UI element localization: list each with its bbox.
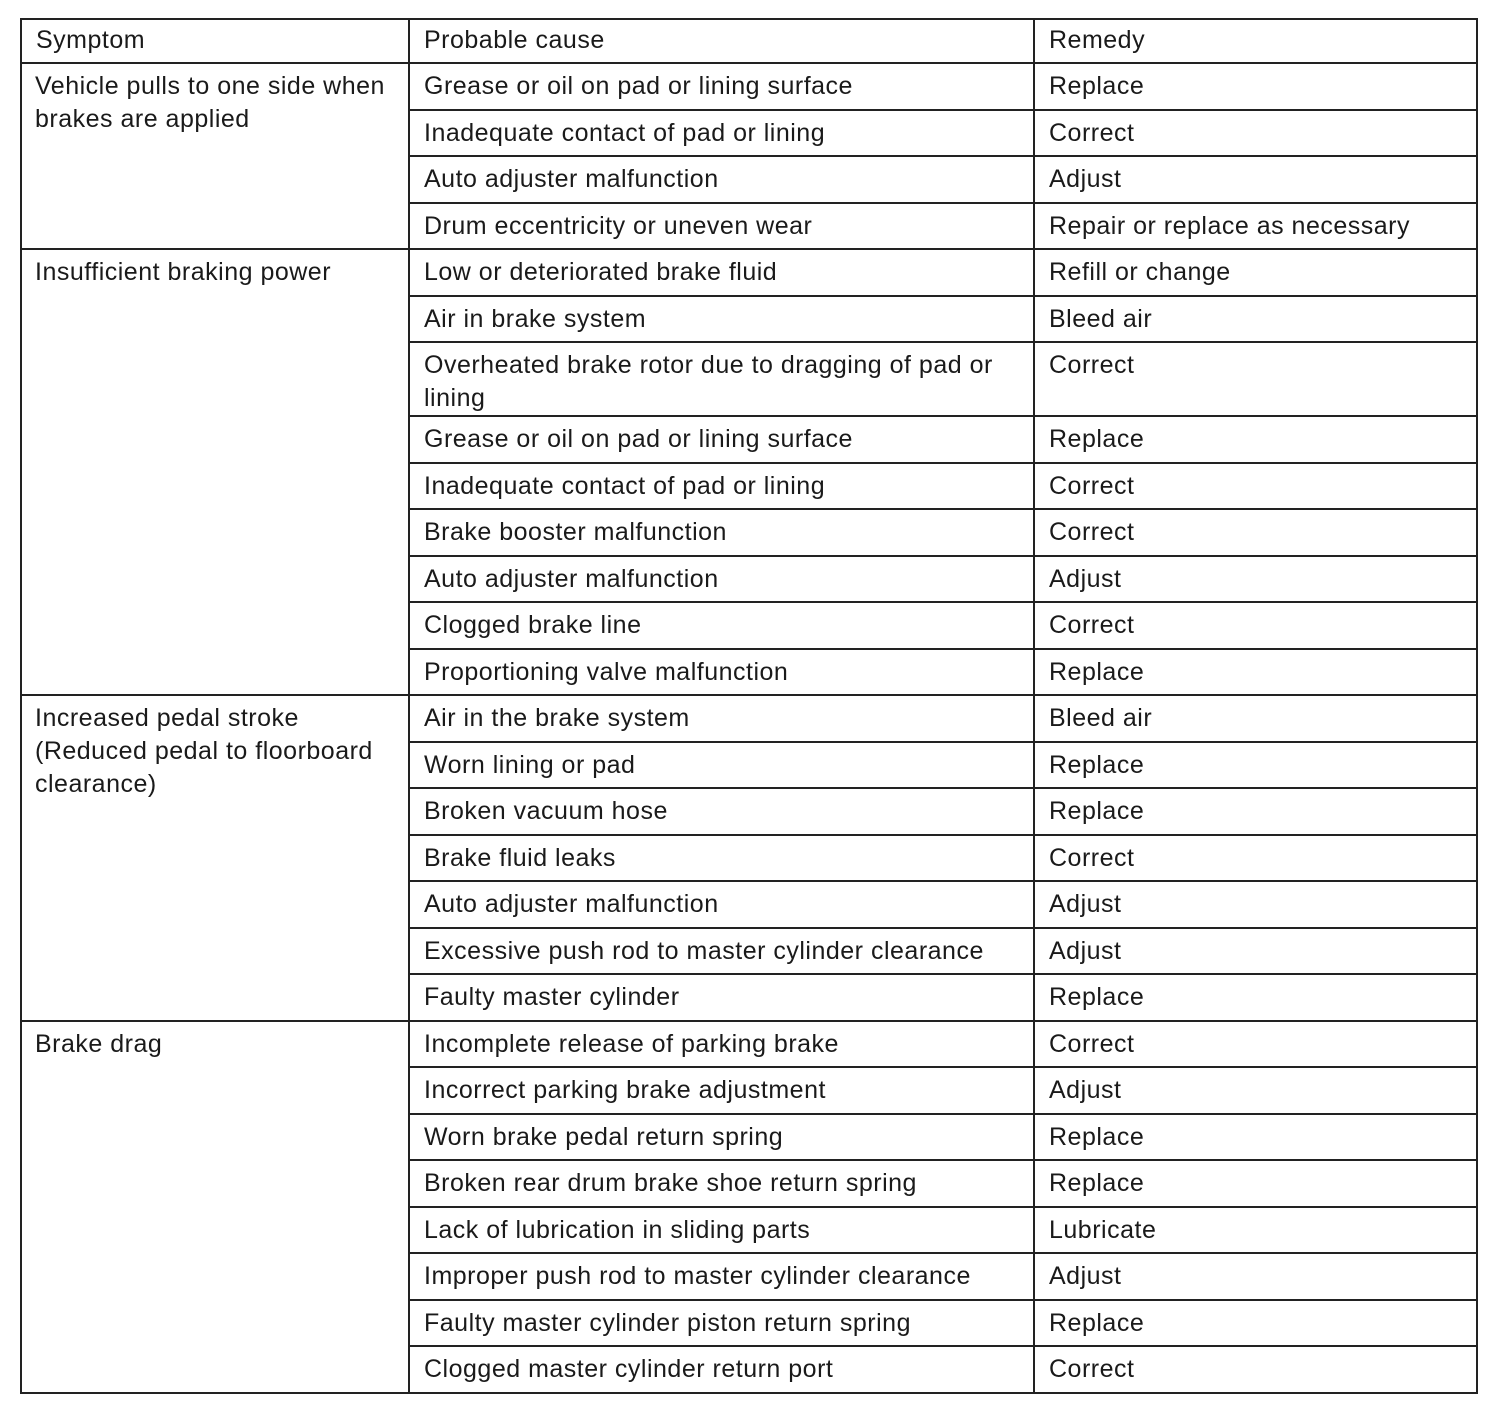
cause-cell: Lack of lubrication in sliding parts: [409, 1207, 1034, 1254]
remedy-cell: Correct: [1034, 1346, 1477, 1393]
cause-cell: Auto adjuster malfunction: [409, 556, 1034, 603]
cause-cell: Improper push rod to master cylinder clearance: [409, 1253, 1034, 1300]
remedy-cell: Lubricate: [1034, 1207, 1477, 1254]
cause-cell: Auto adjuster malfunction: [409, 881, 1034, 928]
table-row: [21, 249, 1477, 296]
cause-cell: Brake fluid leaks: [409, 835, 1034, 882]
cause-cell: Inadequate contact of pad or lining: [409, 463, 1034, 510]
remedy-cell: Correct: [1034, 342, 1477, 416]
remedy-cell: Correct: [1034, 835, 1477, 882]
cause-cell: Broken rear drum brake shoe return spring: [409, 1160, 1034, 1207]
header-row: [21, 19, 1477, 63]
table-body: [21, 63, 1477, 1393]
cause-cell: Proportioning valve malfunction: [409, 649, 1034, 696]
remedy-cell: Replace: [1034, 1114, 1477, 1161]
cause-cell: Brake booster malfunction: [409, 509, 1034, 556]
cause-cell: Drum eccentricity or uneven wear: [409, 203, 1034, 250]
cause-cell: Air in the brake system: [409, 695, 1034, 742]
remedy-cell: Bleed air: [1034, 695, 1477, 742]
remedy-cell: Adjust: [1034, 1067, 1477, 1114]
remedy-cell: Adjust: [1034, 881, 1477, 928]
remedy-cell: Replace: [1034, 649, 1477, 696]
remedy-cell: Correct: [1034, 602, 1477, 649]
remedy-cell: Adjust: [1034, 928, 1477, 975]
cause-cell: Air in brake system: [409, 296, 1034, 343]
table-row: [21, 695, 1477, 742]
symptom-cell: Brake drag: [21, 1021, 409, 1393]
remedy-cell: Adjust: [1034, 556, 1477, 603]
cause-cell: Low or deteriorated brake fluid: [409, 249, 1034, 296]
cause-cell: Excessive push rod to master cylinder clearance: [409, 928, 1034, 975]
remedy-cell: Correct: [1034, 1021, 1477, 1068]
cause-cell: Faulty master cylinder: [409, 974, 1034, 1021]
cause-cell: Overheated brake rotor due to dragging of pad or lining: [409, 342, 1034, 416]
troubleshooting-table: [20, 18, 1478, 1394]
remedy-cell: Replace: [1034, 788, 1477, 835]
cause-cell: Inadequate contact of pad or lining: [409, 110, 1034, 157]
cause-cell: Clogged brake line: [409, 602, 1034, 649]
remedy-cell: Adjust: [1034, 1253, 1477, 1300]
table-row: [21, 63, 1477, 110]
cause-cell: Incomplete release of parking brake: [409, 1021, 1034, 1068]
remedy-cell: Correct: [1034, 463, 1477, 510]
remedy-cell: Replace: [1034, 1300, 1477, 1347]
remedy-cell: Correct: [1034, 110, 1477, 157]
cause-column-header: Probable cause: [409, 19, 1034, 63]
remedy-cell: Adjust: [1034, 156, 1477, 203]
cause-cell: Worn lining or pad: [409, 742, 1034, 789]
symptom-cell: Insufficient braking power: [21, 249, 409, 695]
remedy-cell: Bleed air: [1034, 296, 1477, 343]
cause-cell: Auto adjuster malfunction: [409, 156, 1034, 203]
symptom-cell: Increased pedal stroke (Reduced pedal to floorboard clearance): [21, 695, 409, 1021]
remedy-cell: Replace: [1034, 63, 1477, 110]
symptom-cell: Vehicle pulls to one side when brakes are applied: [21, 63, 409, 249]
cause-cell: Clogged master cylinder return port: [409, 1346, 1034, 1393]
cause-cell: Incorrect parking brake adjustment: [409, 1067, 1034, 1114]
remedy-cell: Refill or change: [1034, 249, 1477, 296]
remedy-cell: Correct: [1034, 509, 1477, 556]
remedy-cell: Replace: [1034, 1160, 1477, 1207]
cause-cell: Broken vacuum hose: [409, 788, 1034, 835]
cause-cell: Grease or oil on pad or lining surface: [409, 63, 1034, 110]
cause-cell: Grease or oil on pad or lining surface: [409, 416, 1034, 463]
remedy-cell: Replace: [1034, 416, 1477, 463]
table-row: [21, 1021, 1477, 1068]
remedy-column-header: Remedy: [1034, 19, 1477, 63]
remedy-cell: Repair or replace as necessary: [1034, 203, 1477, 250]
remedy-cell: Replace: [1034, 742, 1477, 789]
remedy-cell: Replace: [1034, 974, 1477, 1021]
cause-cell: Faulty master cylinder piston return spring: [409, 1300, 1034, 1347]
cause-cell: Worn brake pedal return spring: [409, 1114, 1034, 1161]
symptom-column-header: Symptom: [21, 19, 409, 63]
